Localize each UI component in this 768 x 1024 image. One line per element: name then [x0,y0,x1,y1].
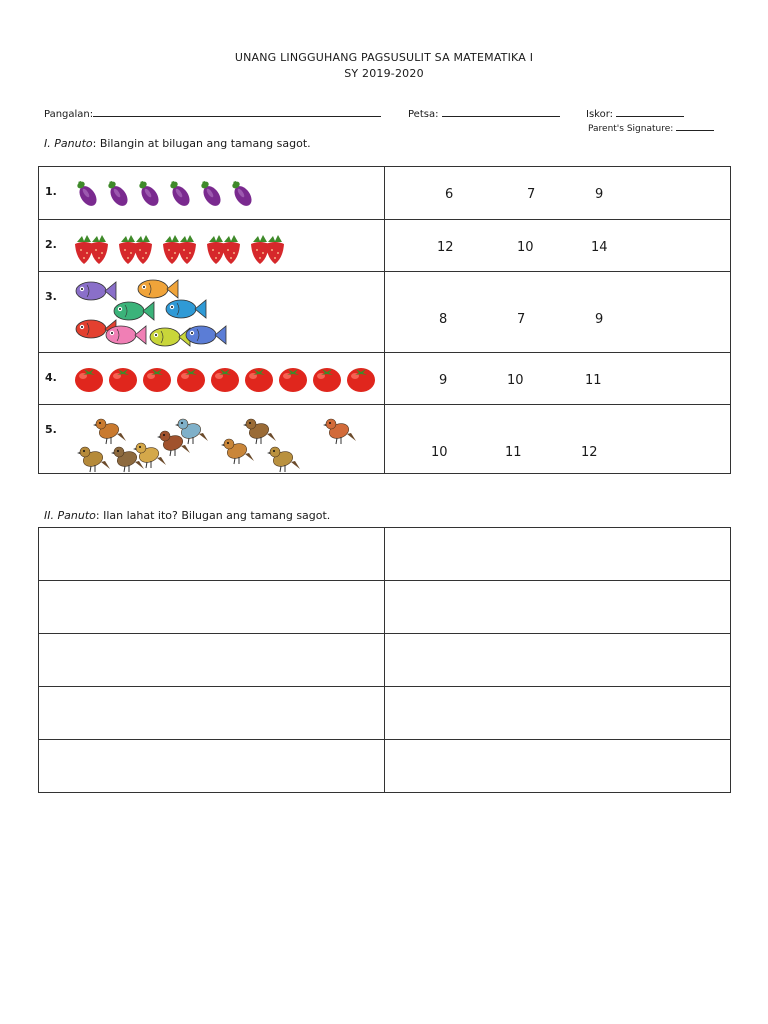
fish-icon [161,296,207,322]
date-field [408,106,560,120]
choice[interactable]: 9 [595,187,604,202]
choice[interactable]: 10 [507,373,524,388]
name-blank[interactable] [93,106,381,117]
choice[interactable]: 10 [431,445,448,460]
fish-icon [181,322,227,348]
tomato-icon [73,363,105,393]
choice[interactable]: 9 [439,373,448,388]
table-row [39,687,731,740]
part2-roman: II. [44,509,54,522]
bird-icon [323,415,357,445]
picture-cell [39,405,385,474]
strawberry-icon [73,228,111,266]
eggplant-icon [228,177,256,209]
tomato-group [73,363,379,393]
tomato-icon [107,363,139,393]
part1-text: : Bilangin at bilugan ang tamang sagot. [92,137,311,150]
part1-roman: I. [44,137,51,150]
part2-text: : Ilan lahat ito? Bilugan ang tamang sagot. [95,509,331,522]
choice[interactable]: 8 [439,312,448,327]
parent-signature-blank[interactable] [676,122,714,131]
score-field [586,106,684,120]
part2-label: Panuto [57,509,96,522]
empty-cell [39,528,385,581]
title-line-1: UNANG LINGGUHANG PAGSUSULIT SA MATEMATIKA I [234,51,534,64]
score-blank[interactable] [616,106,684,117]
strawberry-icon [249,228,287,266]
choice[interactable]: 11 [585,373,602,388]
tomato-icon [141,363,173,393]
table-row [39,167,731,220]
item-number: 2. [45,238,57,251]
item-number: 1. [45,185,57,198]
empty-cell [385,634,731,687]
item-number: 3. [45,290,57,303]
choice[interactable]: 9 [595,312,604,327]
picture-cell [39,220,385,272]
choice[interactable]: 10 [517,240,534,255]
title-line-2: SY 2019-2020 [344,67,424,80]
empty-cell [385,581,731,634]
part1-label: Panuto [54,137,93,150]
choices-cell [385,220,731,272]
tomato-icon [243,363,275,393]
picture-cell [39,167,385,220]
eggplant-group [73,177,259,209]
empty-cell [39,634,385,687]
tomato-icon [345,363,377,393]
tomato-icon [175,363,207,393]
strawberry-icon [161,228,199,266]
fish-group [71,276,231,352]
empty-cell [385,528,731,581]
parent-signature-label: Parent's Signature: [588,124,674,134]
part2-table [38,527,731,793]
eggplant-icon [104,177,132,209]
eggplant-icon [73,177,101,209]
table-row [39,740,731,793]
item-number: 4. [45,371,57,384]
date-blank[interactable] [442,106,560,117]
bird-icon [175,415,209,445]
tomato-icon [209,363,241,393]
worksheet-title [0,50,768,82]
table-row [39,220,731,272]
table-row [39,405,731,474]
empty-cell [385,687,731,740]
table-row [39,353,731,405]
bird-icon [93,415,127,445]
parent-signature-field [588,122,714,134]
fish-icon [101,322,147,348]
choice[interactable]: 12 [437,240,454,255]
choices-cell [385,167,731,220]
picture-cell [39,272,385,353]
part1-instruction [44,137,311,150]
empty-cell [385,740,731,793]
date-label: Petsa: [408,109,439,120]
empty-cell [39,740,385,793]
bird-icon [267,443,301,473]
choice[interactable]: 11 [505,445,522,460]
choice[interactable]: 7 [527,187,536,202]
empty-cell [39,581,385,634]
table-row [39,272,731,353]
eggplant-icon [166,177,194,209]
strawberry-icon [205,228,243,266]
empty-cell [39,687,385,740]
choices-cell [385,353,731,405]
table-row [39,634,731,687]
choice[interactable]: 14 [591,240,608,255]
bird-icon [243,415,277,445]
name-field [44,106,381,120]
bird-icon [77,443,111,473]
strawberry-icon [117,228,155,266]
name-label: Pangalan: [44,109,94,120]
tomato-icon [311,363,343,393]
tomato-icon [277,363,309,393]
score-label: Iskor: [586,109,614,120]
eggplant-icon [135,177,163,209]
part1-table [38,166,731,474]
part2-instruction [44,509,330,522]
picture-cell [39,353,385,405]
table-row [39,581,731,634]
table-row [39,528,731,581]
choice[interactable]: 12 [581,445,598,460]
choice[interactable]: 7 [517,312,526,327]
item-number: 5. [45,423,57,436]
eggplant-icon [197,177,225,209]
choices-cell [385,405,731,474]
bird-group [71,409,371,471]
strawberry-group [73,228,293,266]
choices-cell [385,272,731,353]
choice[interactable]: 6 [445,187,454,202]
